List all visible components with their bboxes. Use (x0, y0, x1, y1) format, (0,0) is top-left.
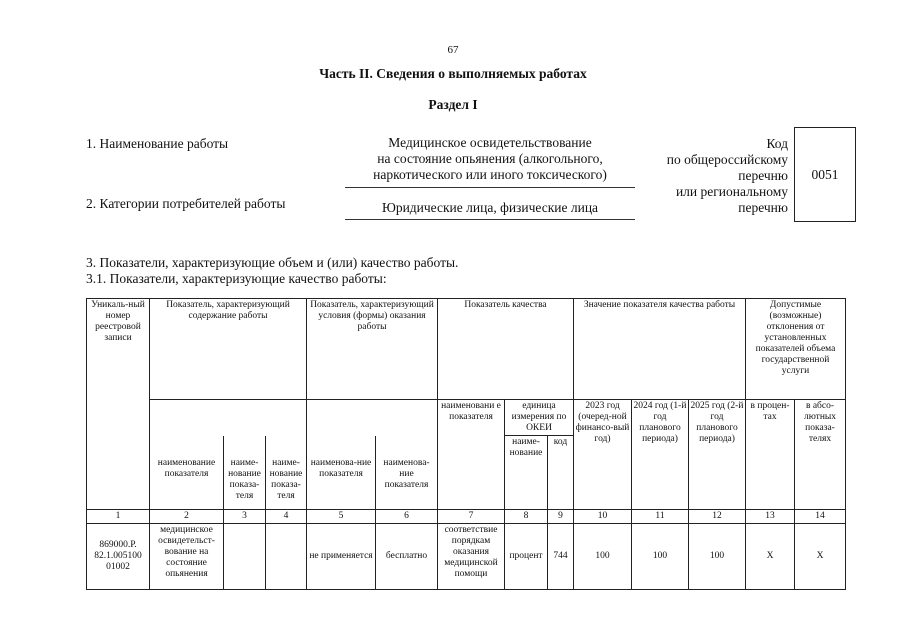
cell-deviation-absolute: Х (795, 524, 846, 590)
code-label (640, 136, 788, 216)
header-year-2025: 2025 год (2-й год планового периода) (689, 400, 746, 510)
header-deviation: Допустимые (возможные) отклонения от установленных показателей объема государственной услуги (746, 299, 846, 400)
code-label-line: перечню (738, 168, 788, 183)
cell-unit-code: 744 (548, 524, 574, 590)
column-number: 9 (548, 510, 574, 524)
header-unit-name: наиме-нование (505, 436, 548, 510)
work-name-line: на состояние опьянения (алкогольного, (377, 151, 603, 166)
column-number: 13 (746, 510, 795, 524)
code-value: 0051 (811, 166, 839, 182)
cell-condition-2: бесплатно (376, 524, 438, 590)
work-name-value (345, 135, 635, 183)
header-quality-indicator: Показатель качества (438, 299, 574, 400)
cell-value-2025: 100 (689, 524, 746, 590)
cell-unit-name: процент (505, 524, 548, 590)
header-content-indicator: Показатель, характеризующий содержание работы (150, 299, 307, 400)
header-quality-value: Значение показателя качества работы (574, 299, 746, 400)
header-content-name-2: наиме-нование показа-теля (224, 436, 266, 510)
work-name-line: наркотического или иного токсического) (373, 167, 607, 182)
cell-content-2 (224, 524, 266, 590)
column-number: 8 (505, 510, 548, 524)
header-content-name-1: наименование показателя (150, 436, 224, 510)
consumers-underline (345, 219, 635, 220)
column-number: 5 (307, 510, 376, 524)
code-label-line: перечню (738, 200, 788, 215)
cell-value-2023: 100 (574, 524, 632, 590)
header-condition-name-2: наименова-ние показателя (376, 436, 438, 510)
header-unit-okei: единица измерения по ОКЕИ (505, 400, 574, 436)
cell-content-3 (266, 524, 307, 590)
column-number: 3 (224, 510, 266, 524)
work-name-line: Медицинское освидетельствование (388, 135, 592, 150)
work-name-underline (345, 187, 635, 188)
column-number: 10 (574, 510, 632, 524)
header-conditions-indicator: Показатель, характеризующий условия (формы) оказания работы (307, 299, 438, 400)
header-year-2024: 2024 год (1-й год планового периода) (632, 400, 689, 510)
consumers-value: Юридические лица, физические лица (381, 200, 599, 215)
column-number: 7 (438, 510, 505, 524)
header-content-blank (150, 400, 307, 436)
cell-indicator-name: соответствие порядкам оказания медицинской помощи (438, 524, 505, 590)
header-content-name-3: наиме-нование показа-теля (266, 436, 307, 510)
code-label-line: по общероссийскому (666, 152, 788, 167)
cell-content-1: медицинское освидетельст-вование на состояние опьянения (150, 524, 224, 590)
page-number: 67 (447, 44, 459, 56)
column-number: 1 (87, 510, 150, 524)
column-number: 4 (266, 510, 307, 524)
header-indicator-name: наименовани е показателя (438, 400, 505, 510)
consumers-label: 2. Категории потребителей работы (86, 196, 286, 211)
column-number: 14 (795, 510, 846, 524)
header-condition-name-1: наименова-ние показателя (307, 436, 376, 510)
header-conditions-blank (307, 400, 438, 436)
section-title: Раздел I (428, 97, 478, 112)
quality-table (86, 298, 846, 590)
column-number: 11 (632, 510, 689, 524)
work-name-label: 1. Наименование работы (86, 136, 229, 151)
header-unique-number: Уникаль-ный номер реестровой записи (87, 299, 150, 510)
header-unit-code: код (548, 436, 574, 510)
header-year-2023: 2023 год (очеред-ной финансо-вый год) (574, 400, 632, 510)
cell-unique-number: 869000.Р. 82.1.005100 01002 (87, 524, 150, 590)
column-number: 6 (376, 510, 438, 524)
cell-value-2024: 100 (632, 524, 689, 590)
code-box (794, 127, 856, 222)
header-deviation-percent: в процен-тах (746, 400, 795, 510)
header-deviation-absolute: в абсо-лютных показа-телях (795, 400, 846, 510)
part-title: Часть II. Сведения о выполняемых работах (319, 66, 587, 81)
code-label-line: Код (766, 136, 788, 151)
code-label-line: или региональному (675, 184, 788, 199)
cell-deviation-percent: Х (746, 524, 795, 590)
cell-condition-1: не применяется (307, 524, 376, 590)
column-number: 2 (150, 510, 224, 524)
column-number: 12 (689, 510, 746, 524)
quality-title: 3.1. Показатели, характеризующие качество работы: (86, 271, 387, 286)
indicators-title: 3. Показатели, характеризующие объем и (или) качество работы. (86, 255, 459, 270)
